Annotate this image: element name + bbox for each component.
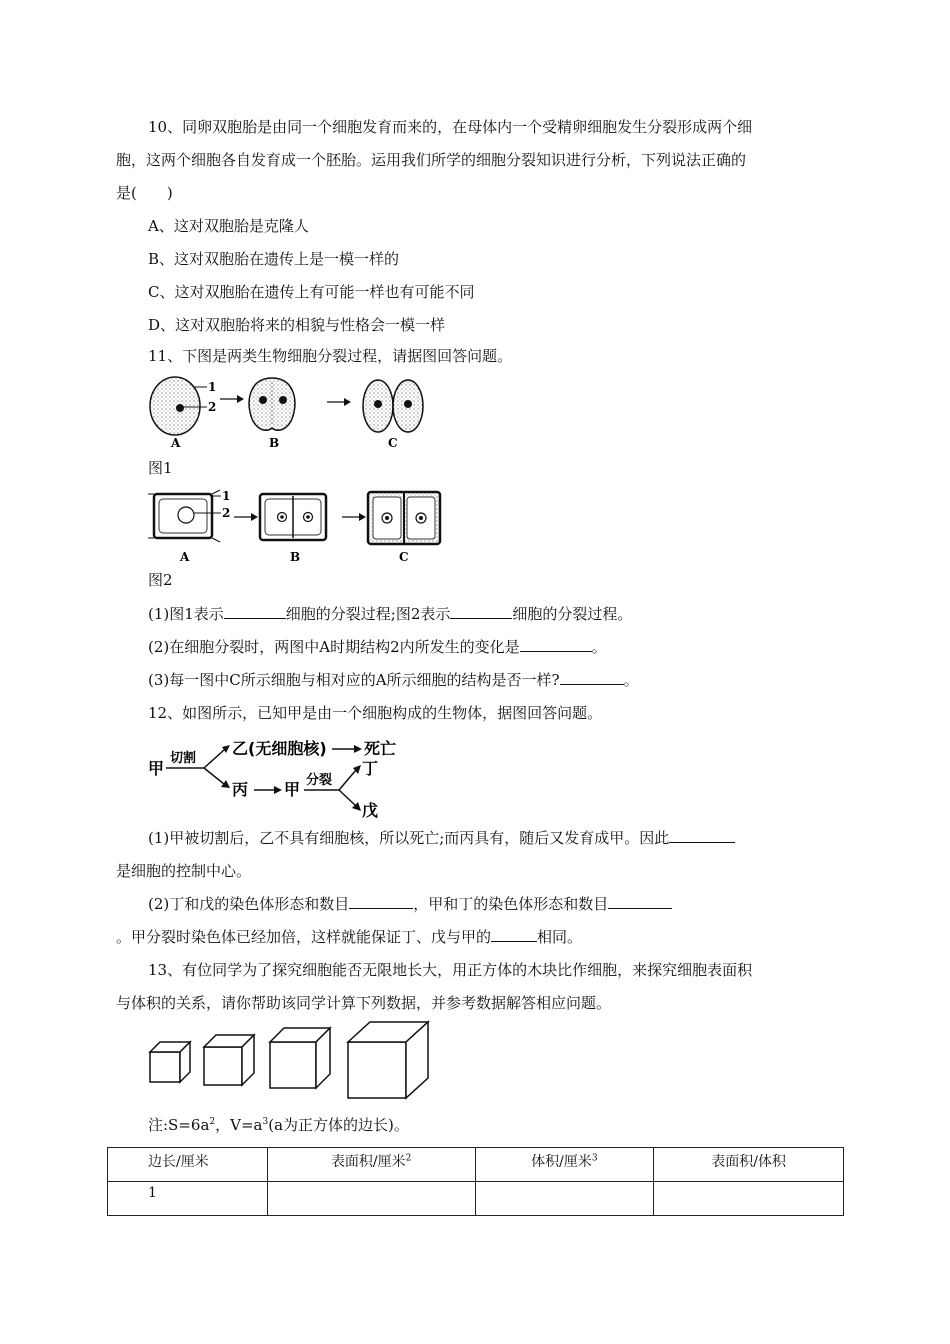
header-ratio: 表面积/体积 (654, 1148, 844, 1182)
diagram-jia2: 甲 (284, 780, 301, 799)
cube-medium (204, 1035, 254, 1085)
header-volume-sup: 3 (591, 1153, 598, 1164)
header-surface-area-text: 表面积/厘米 (330, 1154, 406, 1170)
answer-blank-same-structure[interactable] (560, 670, 624, 685)
q10-line2: 胞，这两个细胞各自发育成一个胚胎。运用我们所学的细胞分裂知识进行分析，下列说法正确的 (116, 151, 747, 169)
cell-edge-length: 1 (108, 1182, 268, 1216)
q13-note-text-b: ，V=a (215, 1116, 263, 1134)
fig1-marker-1: 1 (208, 380, 217, 394)
q12-sub1-line2: 是细胞的控制中心。 (116, 862, 252, 880)
fig2-marker-2: 2 (222, 506, 231, 520)
table-header-row (108, 1148, 844, 1182)
fig1-label-c: C (388, 436, 398, 450)
figure-1-caption: 图1 (148, 459, 173, 477)
q10-option-c: C、这对双胞胎在遗传上有可能一样也有可能不同 (148, 283, 475, 301)
q11-sub1-text-b: 细胞的分裂过程;图2表示 (285, 605, 451, 623)
diagram-jia: 甲 (148, 759, 165, 778)
answer-blank-jia-ding[interactable] (608, 894, 672, 909)
q10-option-d: D、这对双胞胎将来的相貌与性格会一模一样 (148, 316, 446, 334)
fig1-marker-2: 2 (208, 400, 217, 414)
fig1-cell-a (150, 377, 207, 435)
q11-sub1-text-a: (1)图1表示 (148, 605, 224, 623)
diagram-yi: 乙(无细胞核) (232, 739, 327, 758)
fig1-label-a: A (171, 436, 181, 450)
cell-volume[interactable] (475, 1182, 654, 1216)
q13-note (148, 1115, 409, 1135)
fig1-cell-b (249, 378, 295, 430)
cubes-illustration (148, 1020, 438, 1102)
q11-sub1-text-c: 细胞的分裂过程。 (512, 605, 633, 623)
surface-volume-table (107, 1147, 844, 1216)
fig2-cell-a (148, 490, 221, 542)
cube-small (150, 1042, 190, 1082)
q13-line2: 与体积的关系，请你帮助该同学计算下列数据，并参考数据解答相应问题。 (116, 994, 612, 1012)
diagram-dead: 死亡 (364, 739, 396, 758)
fig2-label-b: B (290, 550, 301, 564)
arrow-icon (342, 513, 366, 521)
header-surface-area-sup: 2 (405, 1153, 412, 1164)
q12-stem: 12、如图所示，已知甲是由一个细胞构成的生物体，据图回答问题。 (148, 704, 603, 722)
q11-sub2-text-b: 。 (591, 638, 607, 656)
q13-note-sup-1: 2 (209, 1117, 216, 1127)
diagram-split-label: 分裂 (306, 773, 333, 788)
figure-1-animal-cell-division (145, 372, 445, 452)
q11-sub3-text-b: 。 (623, 671, 639, 689)
arrow-icon (327, 398, 351, 406)
fig2-cell-b (260, 494, 326, 540)
figure-2-plant-cell-division (148, 484, 448, 566)
diagram-bing: 丙 (232, 780, 249, 799)
arrow-icon (220, 395, 244, 403)
q11-stem: 11、下图是两类生物细胞分裂过程，请据图回答问题。 (148, 347, 513, 365)
q13-note-sup-2: 3 (262, 1117, 269, 1127)
answer-blank-plant[interactable] (450, 604, 512, 619)
answer-blank-change[interactable] (520, 637, 592, 652)
fig1-label-b: B (269, 436, 280, 450)
cube-largest (348, 1022, 428, 1098)
q11-sub1 (148, 604, 632, 624)
answer-blank-animal[interactable] (224, 604, 286, 619)
q10-option-b: B、这对双胞胎在遗传上是一模一样的 (148, 250, 400, 268)
diagram-cut-label: 切割 (170, 751, 197, 766)
answer-blank-ding-wu[interactable] (349, 894, 413, 909)
fig2-label-a: A (180, 550, 190, 564)
figure-2-caption: 图2 (148, 571, 173, 589)
fig2-cell-c (368, 492, 440, 544)
q12-cell-fate-diagram (146, 732, 396, 818)
table-row (108, 1182, 844, 1216)
q13-note-text-a: 注:S=6a (148, 1116, 210, 1134)
answer-blank-control-center[interactable] (669, 828, 735, 843)
fig2-marker-1: 1 (222, 489, 231, 503)
q12-sub2-text-d: 相同。 (537, 928, 583, 946)
q12-sub2-text-a: (2)丁和戊的染色体形态和数目 (148, 895, 350, 913)
q12-sub2-line1 (148, 894, 672, 914)
q11-sub2-text-a: (2)在细胞分裂时，两图中A时期结构2内所发生的变化是 (148, 638, 520, 656)
q10-option-a: A、这对双胞胎是克隆人 (148, 217, 309, 235)
q12-sub2-text-c: 。甲分裂时染色体已经加倍，这样就能保证丁、戊与甲的 (116, 928, 492, 946)
diagram-wu: 戊 (362, 801, 379, 818)
q11-sub2 (148, 637, 607, 657)
diagram-ding: 丁 (362, 759, 379, 778)
q13-line1: 13、有位同学为了探究细胞能否无限地长大，用正方体的木块比作细胞，来探究细胞表面积 (148, 961, 753, 979)
q11-sub3 (148, 670, 639, 690)
q13-note-text-c: (a为正方体的边长)。 (268, 1116, 409, 1134)
q12-sub1-text-a: (1)甲被切割后，乙不具有细胞核，所以死亡;而丙具有，随后又发育成甲。因此 (148, 829, 670, 847)
q10-line3: 是( ) (116, 184, 173, 202)
fig2-label-c: C (399, 550, 409, 564)
q12-sub2-line2 (116, 927, 582, 947)
q10-line1: 10、同卵双胞胎是由同一个细胞发育而来的，在母体内一个受精卵细胞发生分裂形成两个细 (148, 118, 753, 136)
q12-sub1-line1 (148, 828, 735, 848)
q12-sub2-text-b: ，甲和丁的染色体形态和数目 (413, 895, 609, 913)
header-volume-text: 体积/厘米 (531, 1154, 592, 1170)
cell-ratio[interactable] (654, 1182, 844, 1216)
header-edge-length: 边长/厘米 (108, 1148, 268, 1182)
fig1-cell-c (363, 380, 423, 432)
cell-surface-area[interactable] (267, 1182, 475, 1216)
header-volume (475, 1148, 654, 1182)
q11-sub3-text-a: (3)每一图中C所示细胞与相对应的A所示细胞的结构是否一样? (148, 671, 560, 689)
answer-blank-same[interactable] (491, 927, 537, 942)
cube-large (270, 1028, 330, 1088)
arrow-icon (234, 513, 258, 521)
header-surface-area (267, 1148, 475, 1182)
